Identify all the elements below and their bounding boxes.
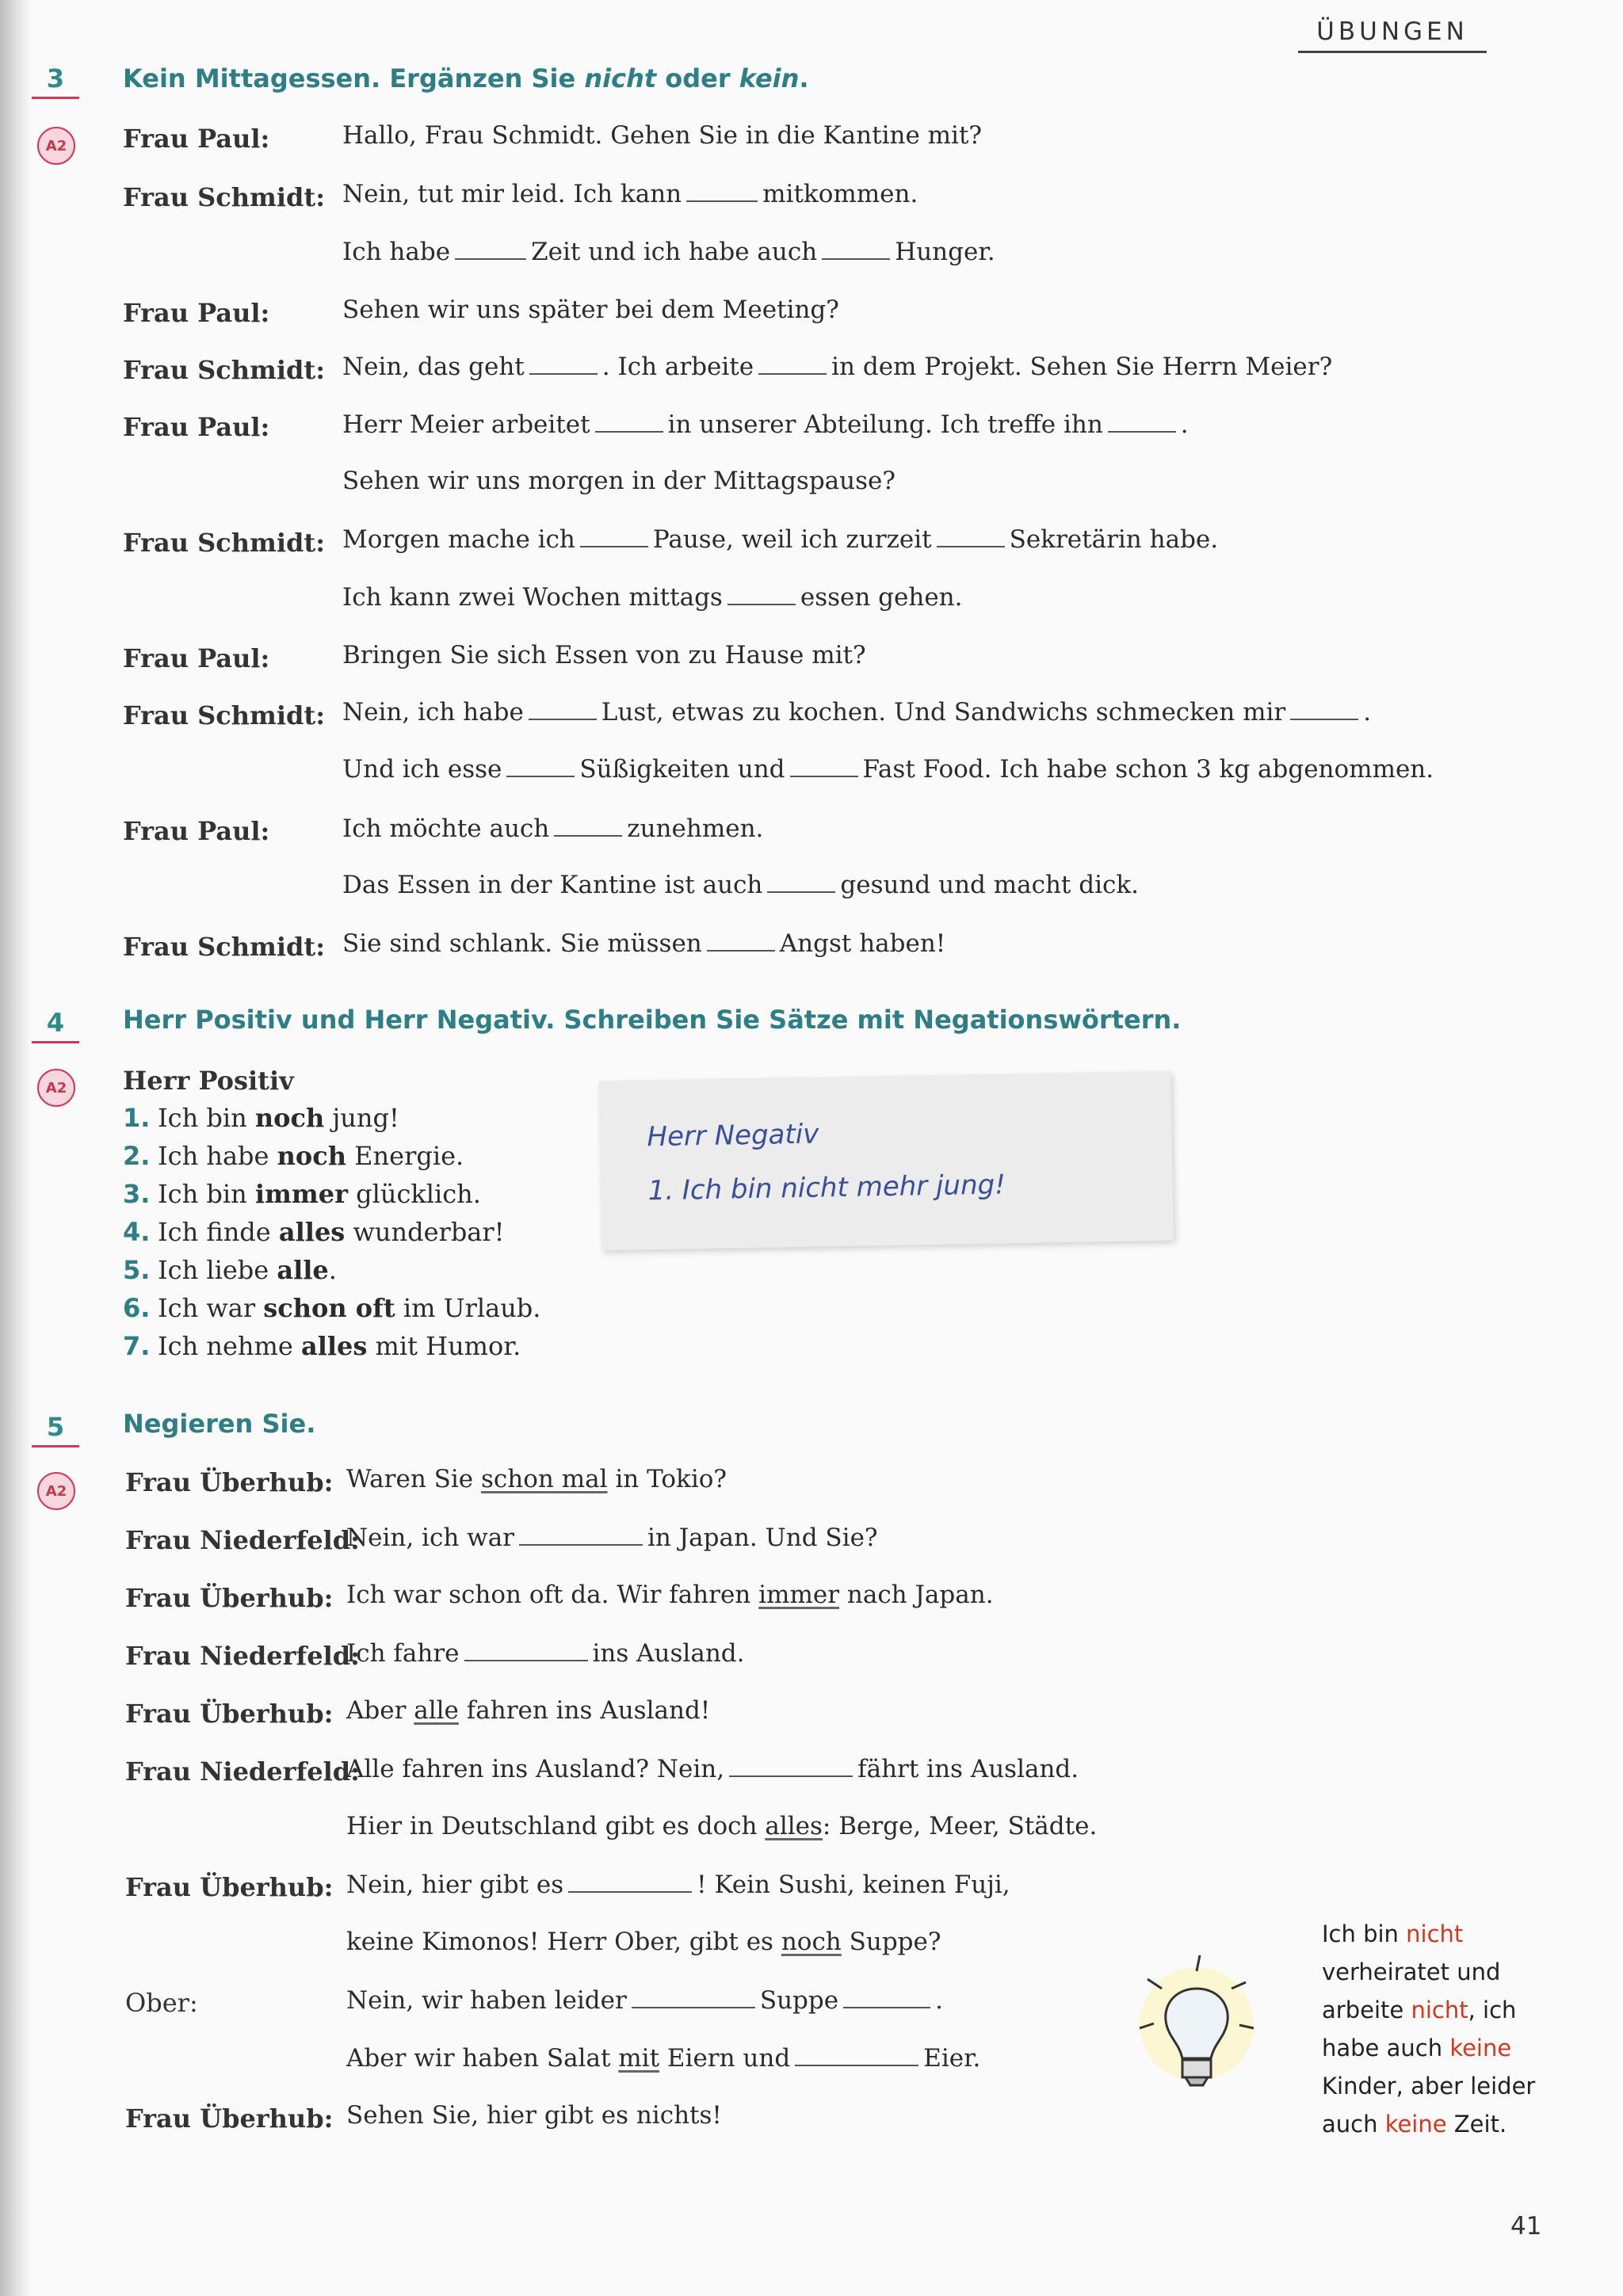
answer-blank[interactable] xyxy=(707,929,775,952)
answer-blank[interactable] xyxy=(937,525,1005,547)
answer-blank[interactable] xyxy=(843,1986,930,2008)
answer-blank[interactable] xyxy=(686,180,758,202)
note-heading: Herr Negativ xyxy=(647,1118,819,1154)
dialogue-line: Aber wir haben Salat mit Eiern und Eier. xyxy=(346,2044,981,2073)
dialogue-line: Morgen mache ich Pause, weil ich zurzeit Sekretärin habe. xyxy=(342,525,1219,554)
dialogue-line: Nein, ich war in Japan. Und Sie? xyxy=(346,1524,878,1552)
answer-blank[interactable] xyxy=(632,1986,755,2008)
exercise-4-title: Herr Positiv und Herr Negativ. Schreiben Sie Sätze mit Negationswörtern. xyxy=(123,1005,1182,1035)
list-item: 7. Ich nehme alles mit Humor. xyxy=(123,1331,521,1361)
dialogue-line: Nein, das geht . Ich arbeite in dem Projekt. Sehen Sie Herrn Meier? xyxy=(342,353,1333,381)
tip-text-line: Ich bin nicht xyxy=(1322,1920,1464,1947)
answer-blank[interactable] xyxy=(1290,698,1358,720)
speaker-label: Frau Schmidt: xyxy=(123,355,325,385)
exercise-5-level-badge: A2 xyxy=(37,1472,75,1510)
speaker-label: Frau Paul: xyxy=(123,298,270,328)
answer-blank[interactable] xyxy=(595,410,663,433)
note-sample-answer: 1. Ich bin nicht mehr jung! xyxy=(647,1169,1006,1207)
dialogue-line: Waren Sie schon mal in Tokio? xyxy=(346,1465,727,1493)
exercise-4-number: 4 xyxy=(32,1008,79,1043)
dialogue-line: Nein, tut mir leid. Ich kann mitkommen. xyxy=(342,180,918,208)
speaker-label: Frau Schmidt: xyxy=(123,182,325,212)
speaker-label: Frau Niederfeld: xyxy=(125,1641,360,1671)
answer-blank[interactable] xyxy=(519,1524,643,1546)
speaker-label: Frau Schmidt: xyxy=(123,932,325,962)
dialogue-line: Ich kann zwei Wochen mittags essen gehen. xyxy=(342,583,963,612)
speaker-label: Frau Überhub: xyxy=(125,1872,334,1902)
list-item: 6. Ich war schon oft im Urlaub. xyxy=(123,1293,541,1323)
dialogue-line: keine Kimonos! Herr Ober, gibt es noch Suppe? xyxy=(346,1928,941,1956)
dialogue-line: Nein, hier gibt es ! Kein Sushi, keinen Fuji, xyxy=(346,1871,1010,1899)
answer-blank[interactable] xyxy=(580,525,648,547)
dialogue-line: Herr Meier arbeitet in unserer Abteilung. Ich treffe ihn . xyxy=(342,410,1189,439)
speaker-label: Frau Überhub: xyxy=(125,1467,334,1497)
speaker-label: Frau Paul: xyxy=(123,412,270,442)
tip-text-line: auch keine Zeit. xyxy=(1322,2111,1507,2138)
answer-blank[interactable] xyxy=(529,698,597,720)
tip-text-line: habe auch keine xyxy=(1322,2035,1512,2061)
answer-blank[interactable] xyxy=(790,755,858,777)
exercise-3-title: Kein Mittagessen. Ergänzen Sie nicht oder kein. xyxy=(123,63,809,93)
herr-negativ-note xyxy=(598,1071,1174,1251)
exercise-3-level-badge: A2 xyxy=(37,127,75,165)
answer-blank[interactable] xyxy=(795,2044,918,2066)
dialogue-line: Das Essen in der Kantine ist auch gesund und macht dick. xyxy=(342,871,1140,899)
page-binding-shadow xyxy=(0,0,32,2296)
speaker-label: Frau Paul: xyxy=(123,124,270,154)
list-item: 3. Ich bin immer glücklich. xyxy=(123,1179,481,1209)
answer-blank[interactable] xyxy=(727,583,796,605)
page-number: 41 xyxy=(1510,2212,1542,2241)
dialogue-line: Sehen wir uns später bei dem Meeting? xyxy=(342,296,839,324)
exercise-5-title: Negieren Sie. xyxy=(123,1409,316,1439)
speaker-label: Ober: xyxy=(125,1988,198,2018)
speaker-label: Frau Paul: xyxy=(123,816,270,846)
dialogue-line: Ich war schon oft da. Wir fahren immer nach Japan. xyxy=(346,1581,994,1609)
dialogue-line: Hier in Deutschland gibt es doch alles: Berge, Meer, Städte. xyxy=(346,1812,1098,1840)
answer-blank[interactable] xyxy=(464,1639,588,1661)
tip-text-line: arbeite nicht, ich xyxy=(1322,1997,1517,2023)
speaker-label: Frau Überhub: xyxy=(125,1699,334,1729)
exercise-4-level-badge: A2 xyxy=(37,1069,75,1107)
exercise-3-number: 3 xyxy=(32,63,79,99)
speaker-label: Frau Niederfeld: xyxy=(125,1525,360,1555)
lightbulb-icon xyxy=(1125,1949,1268,2123)
list-item: 1. Ich bin noch jung! xyxy=(123,1103,399,1133)
answer-blank[interactable] xyxy=(568,1871,692,1893)
dialogue-line: Ich habe Zeit und ich habe auch Hunger. xyxy=(342,238,995,266)
dialogue-line: Nein, wir haben leider Suppe . xyxy=(346,1986,943,2015)
tip-text-line: verheiratet und xyxy=(1322,1958,1501,1985)
dialogue-line: Nein, ich habe Lust, etwas zu kochen. Und Sandwichs schmecken mir . xyxy=(342,698,1372,727)
answer-blank[interactable] xyxy=(529,353,598,375)
answer-blank[interactable] xyxy=(767,871,835,893)
dialogue-line: Aber alle fahren ins Ausland! xyxy=(346,1696,711,1725)
speaker-label: Frau Überhub: xyxy=(125,1583,334,1613)
dialogue-line: Sehen Sie, hier gibt es nichts! xyxy=(346,2101,722,2130)
speaker-label: Frau Paul: xyxy=(123,643,270,673)
answer-blank[interactable] xyxy=(1108,410,1176,433)
tip-text-line: Kinder, aber leider xyxy=(1322,2073,1536,2100)
answer-blank[interactable] xyxy=(506,755,575,777)
answer-blank[interactable] xyxy=(554,814,622,837)
list-item: 4. Ich finde alles wunderbar! xyxy=(123,1217,505,1247)
dialogue-line: Sehen wir uns morgen in der Mittagspause? xyxy=(342,467,896,495)
speaker-label: Frau Niederfeld: xyxy=(125,1756,360,1787)
exercise-5-number: 5 xyxy=(32,1412,79,1447)
list-item: 2. Ich habe noch Energie. xyxy=(123,1141,464,1171)
speaker-label: Frau Überhub: xyxy=(125,2103,334,2134)
answer-blank[interactable] xyxy=(455,238,526,260)
dialogue-line: Ich fahre ins Ausland. xyxy=(346,1639,745,1668)
section-header: ÜBUNGEN xyxy=(1298,17,1487,53)
dialogue-line: Ich möchte auch zunehmen. xyxy=(342,814,764,843)
speaker-label: Frau Schmidt: xyxy=(123,528,325,558)
dialogue-line: Bringen Sie sich Essen von zu Hause mit? xyxy=(342,641,866,669)
list-item: 5. Ich liebe alle. xyxy=(123,1255,337,1285)
answer-blank[interactable] xyxy=(758,353,827,375)
dialogue-line: Hallo, Frau Schmidt. Gehen Sie in die Kantine mit? xyxy=(342,121,983,150)
herr-positiv-heading: Herr Positiv xyxy=(123,1066,294,1096)
dialogue-line: Sie sind schlank. Sie müssen Angst haben! xyxy=(342,929,946,958)
answer-blank[interactable] xyxy=(729,1755,853,1777)
answer-blank[interactable] xyxy=(822,238,890,260)
speaker-label: Frau Schmidt: xyxy=(123,700,325,730)
dialogue-line: Alle fahren ins Ausland? Nein, fährt ins Ausland. xyxy=(346,1755,1079,1783)
dialogue-line: Und ich esse Süßigkeiten und Fast Food. Ich habe schon 3 kg abgenommen. xyxy=(342,755,1434,784)
